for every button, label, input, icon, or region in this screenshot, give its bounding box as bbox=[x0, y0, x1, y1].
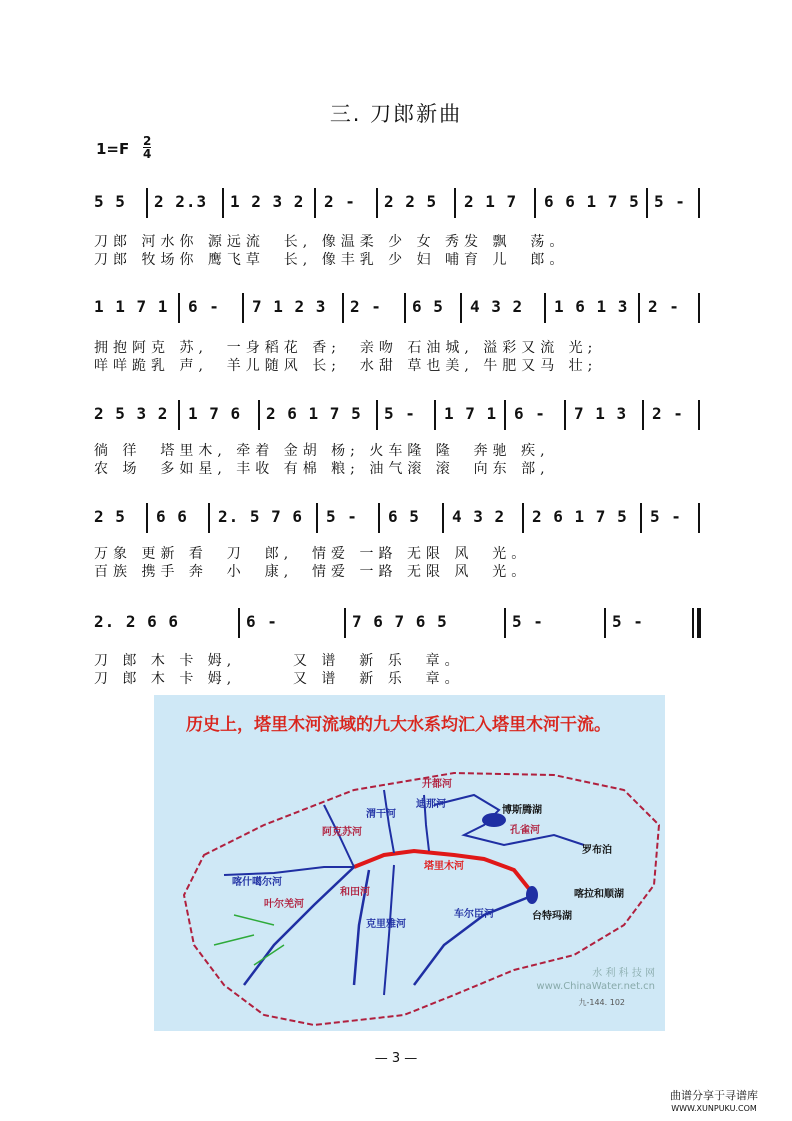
barline bbox=[258, 400, 260, 430]
label-weigan: 渭干河 bbox=[366, 809, 396, 820]
footer-line-2: WWW.XUNPUKU.COM bbox=[671, 1104, 757, 1113]
label-kongque: 孔雀河 bbox=[510, 825, 540, 836]
label-yarkand: 叶尔羌河 bbox=[264, 899, 304, 910]
footer-line-1: 曲谱分享于寻谱库 bbox=[670, 1089, 758, 1102]
barline bbox=[534, 188, 536, 218]
barline bbox=[178, 293, 180, 323]
measure: 2 1 7 bbox=[464, 192, 518, 211]
lyric-line: 拥抱阿克 苏, 一身稻花 香; 亲吻 石油城, 溢彩又流 光; bbox=[94, 340, 598, 356]
measure: 2 2.3 bbox=[154, 192, 208, 211]
measure: 2 - bbox=[648, 297, 680, 316]
barline bbox=[646, 188, 648, 218]
barline bbox=[604, 608, 606, 638]
measure: 2 - bbox=[324, 192, 356, 211]
barline bbox=[698, 293, 700, 323]
final-barline-thick bbox=[697, 608, 701, 638]
measure: 2 5 bbox=[94, 507, 126, 526]
measure: 2. 2 6 6 bbox=[94, 612, 180, 631]
measure: 1 2 3 2 bbox=[230, 192, 305, 211]
barline bbox=[242, 293, 244, 323]
measure: 4 3 2 bbox=[470, 297, 524, 316]
barline bbox=[376, 400, 378, 430]
barline bbox=[222, 188, 224, 218]
barline bbox=[208, 503, 210, 533]
map-watermark bbox=[536, 967, 655, 993]
barline bbox=[640, 503, 642, 533]
lyric-line: 百族 携手 奔 小 康, 情爱 一路 无限 风 光。 bbox=[94, 564, 531, 580]
label-lop-nur: 罗布泊 bbox=[582, 845, 612, 856]
barline bbox=[238, 608, 240, 638]
lyric-line: 刀郎 河水你 源远流 长, 像温柔 少 女 秀发 飘 荡。 bbox=[94, 234, 569, 250]
score-row-4 bbox=[94, 503, 704, 543]
label-keriya: 克里雅河 bbox=[366, 919, 406, 930]
measure: 6 - bbox=[188, 297, 220, 316]
measure: 2 2 5 bbox=[384, 192, 438, 211]
measure: 2 6 1 7 5 bbox=[266, 404, 362, 423]
measure: 7 6 7 6 5 bbox=[352, 612, 448, 631]
lyric-line: 刀郎 牧场你 鹰飞草 长, 像丰乳 少 妇 哺育 儿 郎。 bbox=[94, 252, 569, 268]
barline bbox=[544, 293, 546, 323]
measure: 6 - bbox=[514, 404, 546, 423]
measure: 5 - bbox=[384, 404, 416, 423]
tributaries bbox=[214, 915, 284, 965]
measure: 2 - bbox=[350, 297, 382, 316]
score-row-2 bbox=[94, 293, 704, 333]
barline bbox=[698, 188, 700, 218]
map-reference: 九-144. 102 bbox=[578, 998, 625, 1007]
map-caption: 历史上，塔里木河流域的九大水系均汇入塔里木河干流。 bbox=[186, 715, 611, 735]
measure: 2. 5 7 6 bbox=[218, 507, 304, 526]
barline bbox=[434, 400, 436, 430]
barline bbox=[344, 608, 346, 638]
measure: 6 5 bbox=[388, 507, 420, 526]
label-kalahe-lake: 喀拉和顺湖 bbox=[574, 889, 624, 900]
measure: 6 5 bbox=[412, 297, 444, 316]
label-taitema-lake: 台特玛湖 bbox=[532, 911, 572, 922]
label-tarim: 塔里木河 bbox=[424, 861, 464, 872]
measure: 4 3 2 bbox=[452, 507, 506, 526]
measure: 5 - bbox=[650, 507, 682, 526]
measure: 5 - bbox=[654, 192, 686, 211]
label-bosten-lake: 博斯腾湖 bbox=[502, 805, 542, 816]
weigan-river bbox=[384, 790, 394, 853]
barline bbox=[460, 293, 462, 323]
lyric-line: 咩咩跪乳 声, 羊儿随风 长; 水甜 草也美, 牛肥又马 壮; bbox=[94, 358, 598, 374]
measure: 7 1 3 bbox=[574, 404, 628, 423]
measure: 7 1 2 3 bbox=[252, 297, 327, 316]
barline bbox=[698, 400, 700, 430]
page-number: — 3 — bbox=[374, 1051, 418, 1066]
time-signature-top: 2 bbox=[143, 134, 152, 148]
measure: 1 7 6 bbox=[188, 404, 242, 423]
barline bbox=[522, 503, 524, 533]
barline bbox=[378, 503, 380, 533]
score-row-1 bbox=[94, 188, 704, 228]
label-aksu: 阿克苏河 bbox=[322, 827, 362, 838]
label-hotan: 和田河 bbox=[340, 887, 370, 898]
barline bbox=[454, 188, 456, 218]
time-signature-bottom: 4 bbox=[143, 147, 152, 161]
barline bbox=[504, 400, 506, 430]
barline bbox=[376, 188, 378, 218]
barline bbox=[146, 188, 148, 218]
barline bbox=[146, 503, 148, 533]
measure: 5 - bbox=[512, 612, 544, 631]
barline bbox=[642, 400, 644, 430]
measure: 2 5 3 2 bbox=[94, 404, 169, 423]
lyric-line: 农 场 多如星, 丰收 有棉 粮; 油气滚 滚 向东 部, bbox=[94, 461, 550, 477]
measure: 5 5 bbox=[94, 192, 126, 211]
final-barline-thin bbox=[692, 608, 694, 638]
measure: 2 6 1 7 5 bbox=[532, 507, 628, 526]
barline bbox=[314, 188, 316, 218]
lyric-line: 万象 更新 看 刀 郎, 情爱 一路 无限 风 光。 bbox=[94, 546, 531, 562]
measure: 1 1 7 1 bbox=[94, 297, 169, 316]
label-kaidu: 开都河 bbox=[422, 779, 452, 790]
lyric-line: 刀 郎 木 卡 姆, 又 谱 新 乐 章。 bbox=[94, 653, 464, 669]
taitema-lake bbox=[526, 886, 538, 904]
measure: 5 - bbox=[326, 507, 358, 526]
label-kashgar: 喀什噶尔河 bbox=[232, 877, 282, 888]
keriya-river bbox=[384, 865, 394, 995]
measure: 2 - bbox=[652, 404, 684, 423]
measure: 6 - bbox=[246, 612, 278, 631]
measure: 5 - bbox=[612, 612, 644, 631]
barline bbox=[698, 503, 700, 533]
barline bbox=[404, 293, 406, 323]
label-dina: 迪那河 bbox=[416, 799, 446, 810]
barline bbox=[504, 608, 506, 638]
barline bbox=[342, 293, 344, 323]
barline bbox=[316, 503, 318, 533]
barline bbox=[564, 400, 566, 430]
score-row-3 bbox=[94, 400, 704, 440]
barline bbox=[442, 503, 444, 533]
tarim-river-map bbox=[154, 695, 665, 1031]
lyric-line: 刀 郎 木 卡 姆, 又 谱 新 乐 章。 bbox=[94, 671, 464, 687]
score-row-5 bbox=[94, 608, 704, 648]
time-signature bbox=[143, 135, 151, 160]
barline bbox=[638, 293, 640, 323]
measure: 6 6 bbox=[156, 507, 188, 526]
barline bbox=[178, 400, 180, 430]
measure: 6 6 1 7 5 bbox=[544, 192, 640, 211]
measure: 1 7 1 bbox=[444, 404, 498, 423]
key-signature: 1=F bbox=[96, 140, 130, 158]
watermark-url: www.ChinaWater.net.cn bbox=[536, 981, 655, 992]
watermark-cn: 水 利 科 技 网 bbox=[592, 968, 655, 979]
measure: 1 6 1 3 bbox=[554, 297, 629, 316]
label-qarqan: 车尔臣河 bbox=[454, 909, 494, 920]
song-title: 三. 刀郎新曲 bbox=[329, 102, 463, 126]
lyric-line: 徜 徉 塔里木, 牵着 金胡 杨; 火车隆 隆 奔驰 疾, bbox=[94, 443, 550, 459]
footer-watermark bbox=[670, 1089, 758, 1115]
